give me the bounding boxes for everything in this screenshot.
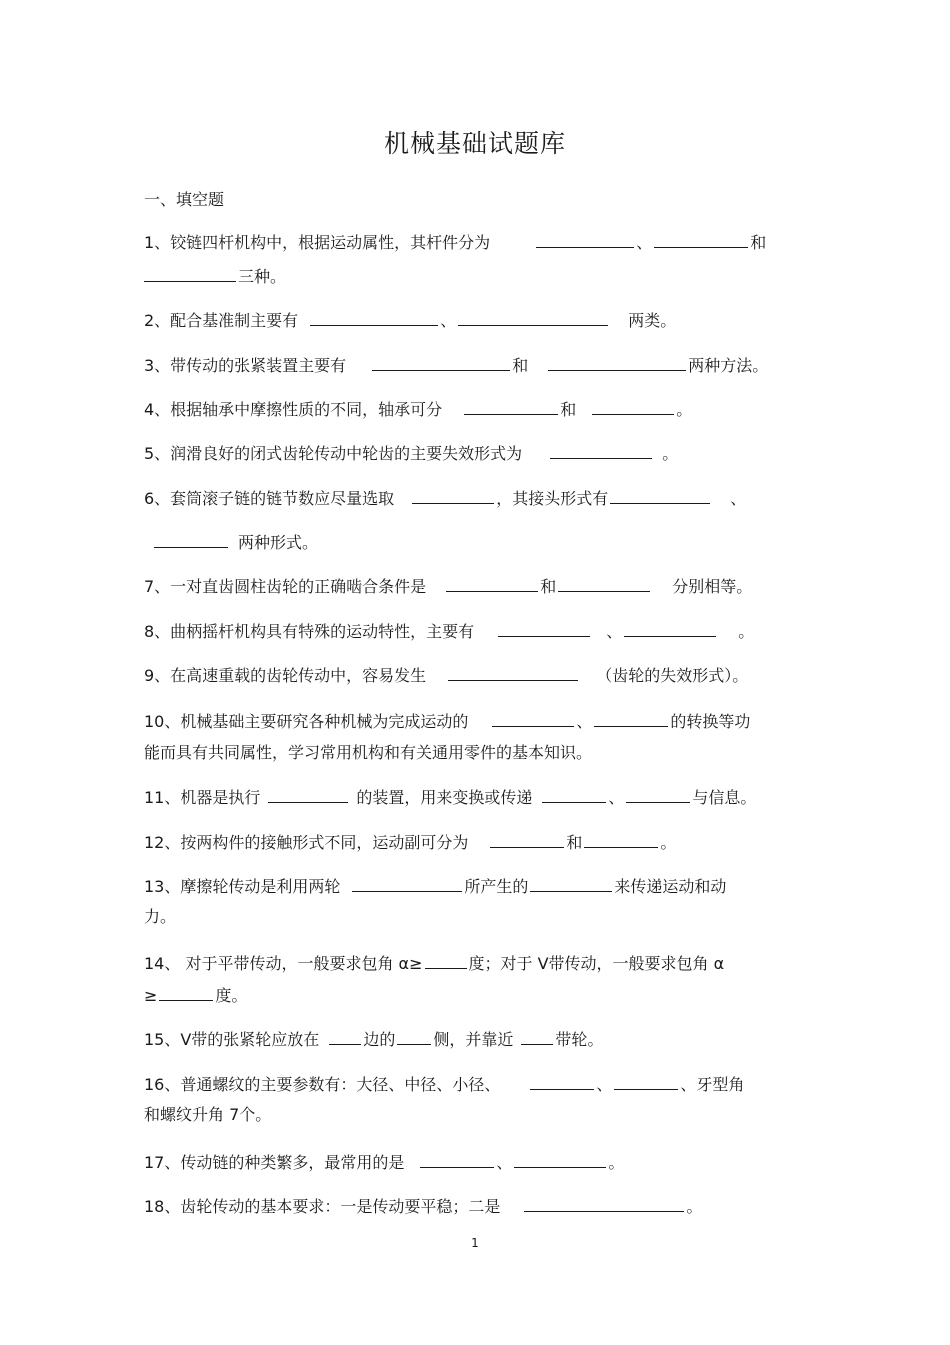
- blank[interactable]: [610, 487, 710, 504]
- q18-end: 。: [686, 1197, 703, 1216]
- q7-text: 7、一对直齿圆柱齿轮的正确啮合条件是: [144, 577, 427, 596]
- q11-mid: 的装置，用来变换或传递: [356, 788, 533, 807]
- q7-end: 分别相等。: [672, 577, 753, 596]
- q10-mid: 的转换等功: [670, 712, 751, 731]
- question-1-cont: [144, 265, 286, 288]
- blank[interactable]: [412, 487, 494, 504]
- blank[interactable]: [425, 952, 467, 969]
- question-11: [144, 786, 756, 809]
- q14-geq: ≥: [144, 986, 158, 1005]
- q15-mid2: 侧，并靠近: [433, 1030, 514, 1049]
- blank[interactable]: [458, 309, 608, 326]
- q3-and: 和: [512, 356, 529, 375]
- q13-mid: 所产生的: [464, 877, 529, 896]
- blank[interactable]: [558, 575, 650, 592]
- q13-end2: 力。: [144, 907, 177, 926]
- blank[interactable]: [448, 664, 578, 681]
- blank[interactable]: [144, 265, 236, 282]
- question-6: [144, 487, 746, 510]
- page-number: 1: [471, 1236, 479, 1250]
- q14-text: 14、 对于平带传动，一般要求包角 α≥: [144, 954, 423, 973]
- blank[interactable]: [521, 1028, 553, 1045]
- q15-text: 15、V带的张紧轮应放在: [144, 1030, 320, 1049]
- question-14: [144, 952, 724, 975]
- q16-text: 16、普通螺纹的主要参数有：大径、中径、小径、: [144, 1075, 501, 1094]
- blank[interactable]: [530, 1073, 594, 1090]
- question-7: [144, 575, 752, 598]
- blank[interactable]: [514, 1151, 606, 1168]
- q5-end: 。: [662, 444, 679, 463]
- q8-sep: 、: [606, 622, 623, 641]
- q5-text: 5、润滑良好的闭式齿轮传动中轮齿的主要失效形式为: [144, 444, 523, 463]
- q17-sep: 、: [496, 1153, 513, 1172]
- q1-sep: 、: [636, 233, 653, 252]
- blank[interactable]: [446, 575, 538, 592]
- q11-end: 与信息。: [692, 788, 757, 807]
- question-17: [144, 1151, 624, 1174]
- blank[interactable]: [329, 1028, 361, 1045]
- blank[interactable]: [594, 710, 668, 727]
- q1-end: 三种。: [238, 267, 287, 286]
- q3-text: 3、带传动的张紧装置主要有: [144, 356, 347, 375]
- q12-and: 和: [566, 833, 583, 852]
- question-12: [144, 831, 676, 854]
- blank[interactable]: [397, 1028, 431, 1045]
- document-title: 机械基础试题库: [383, 129, 566, 158]
- q2-text: 2、配合基准制主要有: [144, 311, 299, 330]
- q7-and: 和: [540, 577, 557, 596]
- q14-end: 度。: [215, 986, 248, 1005]
- q13-text: 13、摩擦轮传动是利用两轮: [144, 877, 341, 896]
- q2-end: 两类。: [628, 311, 677, 330]
- q6-end: 两种形式。: [238, 533, 319, 552]
- blank[interactable]: [420, 1151, 494, 1168]
- q16-mid: 、牙型角: [680, 1075, 745, 1094]
- blank[interactable]: [536, 231, 634, 248]
- q10-end: 能而具有共同属性，学习常用机构和有关通用零件的基本知识。: [144, 743, 593, 762]
- blank[interactable]: [624, 620, 716, 637]
- blank[interactable]: [268, 786, 348, 803]
- blank[interactable]: [154, 531, 228, 548]
- blank[interactable]: [548, 354, 686, 371]
- blank[interactable]: [352, 875, 462, 892]
- section-heading: 一、填空题: [144, 190, 225, 209]
- blank[interactable]: [654, 231, 748, 248]
- question-18: [144, 1195, 702, 1218]
- question-8: [144, 620, 754, 643]
- q8-end: 。: [738, 622, 755, 641]
- blank[interactable]: [592, 398, 674, 415]
- q10-sep: 、: [576, 712, 593, 731]
- q18-text: 18、齿轮传动的基本要求：一是传动要平稳；二是: [144, 1197, 501, 1216]
- q15-end: 带轮。: [555, 1030, 604, 1049]
- q4-text: 4、根据轴承中摩擦性质的不同，轴承可分: [144, 400, 443, 419]
- q10-text: 10、机械基础主要研究各种机械为完成运动的: [144, 712, 469, 731]
- q11-text: 11、机器是执行: [144, 788, 261, 807]
- question-3: [144, 354, 768, 377]
- q16-end: 和螺纹升角 7个。: [144, 1105, 272, 1124]
- question-10-cont: [144, 742, 592, 764]
- question-16-cont: [144, 1104, 271, 1126]
- q13-end: 来传递运动和动: [614, 877, 727, 896]
- blank[interactable]: [530, 875, 612, 892]
- q4-and: 和: [560, 400, 577, 419]
- q14-mid: 度；对于 V带传动，一般要求包角 α: [468, 954, 725, 973]
- blank[interactable]: [550, 442, 652, 459]
- blank[interactable]: [159, 984, 213, 1001]
- q15-mid: 边的: [363, 1030, 396, 1049]
- question-5: [144, 442, 678, 465]
- q6-mid: ，其接头形式有: [496, 489, 609, 508]
- question-1: [144, 231, 766, 254]
- question-6-cont: [154, 531, 318, 554]
- blank[interactable]: [492, 710, 574, 727]
- question-13-cont: [144, 906, 176, 928]
- blank[interactable]: [310, 309, 438, 326]
- blank[interactable]: [524, 1195, 684, 1212]
- question-14-cont: [144, 984, 247, 1007]
- q3-end: 两种方法。: [688, 356, 769, 375]
- q11-sep: 、: [608, 788, 625, 807]
- blank[interactable]: [542, 786, 606, 803]
- q12-end: 。: [660, 833, 677, 852]
- q6-text: 6、套筒滚子链的链节数应尽量选取: [144, 489, 395, 508]
- q9-end: （齿轮的失效形式）。: [596, 666, 749, 685]
- q16-sep: 、: [596, 1075, 613, 1094]
- blank[interactable]: [626, 786, 690, 803]
- question-15: [144, 1028, 603, 1051]
- q17-end: 。: [608, 1153, 625, 1172]
- q1-and: 和: [750, 233, 767, 252]
- blank[interactable]: [614, 1073, 678, 1090]
- q6-sep: 、: [730, 489, 747, 508]
- question-2: [144, 309, 676, 332]
- q4-end: 。: [676, 400, 693, 419]
- question-9: [144, 664, 748, 687]
- blank[interactable]: [490, 831, 564, 848]
- q9-text: 9、在高速重载的齿轮传动中，容易发生: [144, 666, 427, 685]
- q17-text: 17、传动链的种类繁多，最常用的是: [144, 1153, 405, 1172]
- q8-text: 8、曲柄摇杆机构具有特殊的运动特性，主要有: [144, 622, 475, 641]
- question-13: [144, 875, 726, 898]
- q1-text: 1、铰链四杆机构中，根据运动属性，其杆件分为: [144, 233, 491, 252]
- blank[interactable]: [464, 398, 558, 415]
- q2-sep: 、: [440, 311, 457, 330]
- blank[interactable]: [584, 831, 658, 848]
- blank[interactable]: [372, 354, 510, 371]
- question-10: [144, 710, 750, 733]
- q12-text: 12、按两构件的接触形式不同，运动副可分为: [144, 833, 469, 852]
- question-4: [144, 398, 692, 421]
- blank[interactable]: [498, 620, 590, 637]
- question-16: [144, 1073, 744, 1096]
